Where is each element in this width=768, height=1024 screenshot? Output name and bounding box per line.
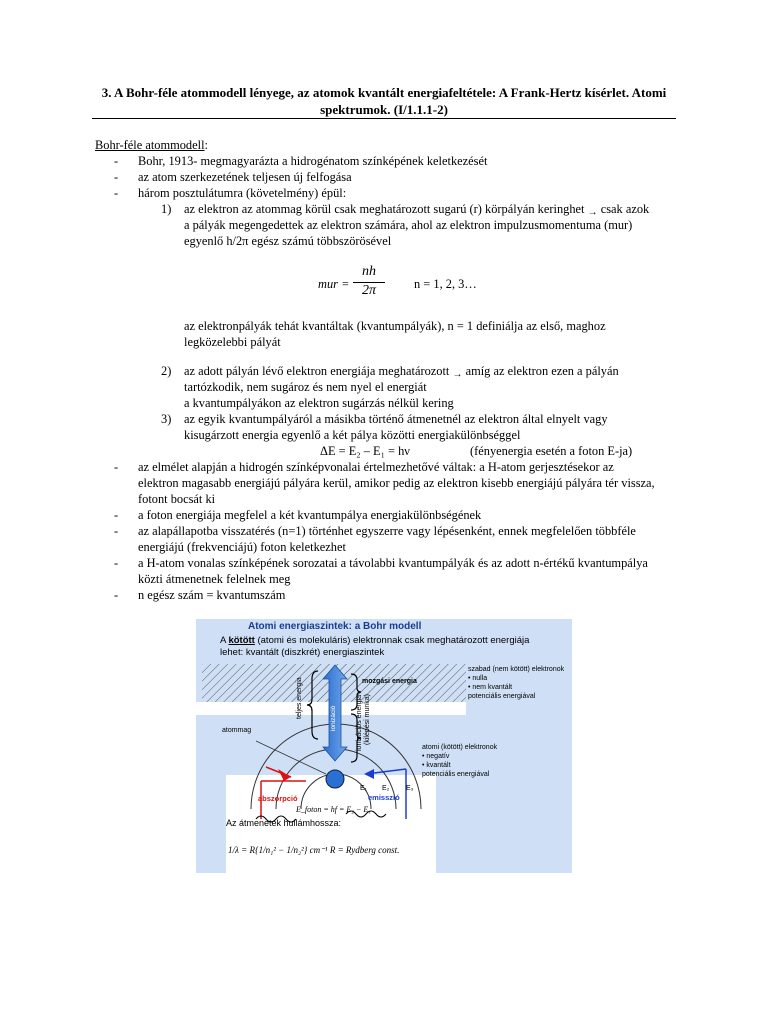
formula-numerator: nh [362,264,376,279]
figure-subtitle-line-2: lehet: kvantált (diszkrét) energiaszintek [220,647,385,658]
bound-electrons-line-4: potenciális energiával [422,771,490,778]
postulate-2-line-3: a kvantumpályákon az elektron sugárzás nélkül kering [184,396,454,410]
photon-energy-formula: E_foton = hf = E₂ − E₁ [296,805,372,814]
bullet-dash: - [114,508,119,522]
postulate-1-line-3: egyenlő h/2π egész számú többszörösével [184,234,392,248]
bohr-model-figure [196,619,572,873]
absorption-label: abszorpció [258,794,298,803]
bound-electrons-line-2: • negatív [422,753,450,760]
figure-subtitle-underlined: kötött [228,635,255,646]
postulate-1-text-b: csak azok [600,202,650,216]
energy-level-e3: E₃ [406,785,414,792]
wavelength-title: Az átmenetek hullámhossza: [226,818,342,828]
bound-electrons-line-3: • kvantált [422,762,451,769]
ionization-energy-label: ionizációs energia [356,694,363,751]
after-formula-line-1: az elektronpályák tehát kvantáltak (kvantumpályák), n = 1 definiálja az első, maghoz [184,319,606,333]
energy-level-e1: E₁ [360,785,368,792]
free-electrons-line-1: szabad (nem kötött) elektronok [468,666,565,673]
bullet-dash: - [114,588,119,602]
bullet-top-2: az atom szerkezetének teljesen új felfogása [138,170,352,184]
bullet-bottom-1-line-3: fotont bocsát ki [138,492,216,506]
bullet-top-1: Bohr, 1913- megmagyarázta a hidrogénatom színképének keletkezését [138,154,488,168]
exit-work-label: (kilépési munka) [364,694,371,745]
title-line-2: spektrumok. (I/1.1.1-2) [320,102,448,117]
nucleus-label: atommag [222,727,252,734]
energy-difference-equation: ΔE = E₂ – E₁ = hν [320,444,410,458]
postulate-1-line-2: a pályák megengedettek az elektron számára, ahol az elektron impulzusmomentuma (mur) [184,218,633,232]
bullet-dash: - [114,154,119,168]
figure-subtitle-rest: (atomi és molekuláris) elektronnak csak meghatározott energiája [254,635,530,646]
section-heading: Bohr-féle atommodell [95,138,205,152]
postulate-1-number: 1) [161,202,172,216]
total-energy-label: teljes energia [296,677,303,719]
rydberg-formula: 1/λ = R{1/n₁² − 1/n₂²} cm⁻¹ R = Rydberg const. [228,845,400,855]
arrow-icon: → [452,369,463,380]
postulate-2-number: 2) [161,364,172,378]
postulate-2-text-a: az adott pályán lévő elektron energiája meghatározott [184,364,450,378]
bullet-dash: - [114,186,119,200]
bullet-bottom-3-line-1: az alapállapotba visszatérés (n=1) történhet egyszerre vagy lépésenként, ennek megfelelően többféle [138,524,636,538]
energy-level-e2: E₂ [382,785,390,792]
emission-label: emisszió [368,793,400,802]
figure-subtitle-prefix: A [220,635,229,646]
title-rule [92,118,676,119]
bound-electrons-line-1: atomi (kötött) elektronok [422,744,498,751]
document-title [92,84,676,118]
free-electrons-label [468,665,564,701]
ionization-label: ionizáció [330,705,337,731]
postulate-3-line-1: az egyik kvantumpályáról a másikba történő átmenetnél az elektron által elnyelt vagy [184,412,608,426]
bullet-bottom-3-line-2: energiájú (frekvenciájú) foton keletkezhet [138,540,346,554]
free-electrons-line-2: • nulla [468,675,488,682]
section-heading-line [95,137,208,153]
formula-lhs: mur = [318,277,350,291]
title-line-1: 3. A Bohr-féle atommodell lényege, az atomok kvantált energiafeltétele: A Frank-Hertz kísérlet. Atomi [101,85,667,100]
bullet-top-3: három posztulátumra (követelmény) épül: [138,186,347,200]
bullet-bottom-1-line-1: az elmélet alapján a hidrogén színképvonalai értelmezhetővé váltak: a H-atom gerjesztésekor az [138,460,614,474]
postulate-3-line-2: kisugárzott energia egyenlő a két pálya közötti energiakülönbséggel [184,428,521,442]
bullet-dash: - [114,170,119,184]
free-electrons-line-4: potenciális energiával [468,693,536,700]
bullet-dash: - [114,524,119,538]
bullet-bottom-5: n egész szám = kvantumszám [138,588,286,602]
nucleus [326,770,344,788]
kinetic-energy-label: mozgási energia [362,678,417,685]
free-electrons-line-3: • nem kvantált [468,684,513,691]
bullet-dash: - [114,460,119,474]
formula-n-values: n = 1, 2, 3… [414,277,477,291]
after-formula-line-2: legközelebbi pályát [184,335,281,349]
section-heading-colon: : [204,138,208,152]
bullet-bottom-4-line-1: a H-atom vonalas színképének sorozatai a távolabbi kvantumpályák és az adott n-értékű kvantumpálya [138,556,648,570]
figure-subtitle-line-1 [220,635,529,646]
figure-title: Atomi energiaszintek: a Bohr modell [248,621,422,632]
arrow-icon: → [587,207,598,218]
formula-denominator: 2π [361,283,376,298]
bullet-bottom-4-line-2: közti átmenetnek felelnek meg [138,572,291,586]
postulate-3-number: 3) [161,412,172,426]
bullet-bottom-2: a foton energiája megfelel a két kvantumpálya energiakülönbségének [138,508,482,522]
bullet-dash: - [114,556,119,570]
bullet-bottom-1-line-2: elektron magasabb energiájú pályára kerül, amikor pedig az elektron kisebb energiájú pályára tér vissza, [138,476,655,490]
postulate-2-line-2: tartózkodik, nem sugároz és nem nyel el energiát [184,380,427,394]
energy-difference-note: (fényenergia esetén a foton E-ja) [470,444,633,458]
postulate-1-text-a: az elektron az atommag körül csak meghatározott sugarú (r) körpályán keringhet [184,202,585,216]
postulate-2-text-b: amíg az elektron ezen a pályán [465,364,619,378]
bound-electrons-label [422,743,497,779]
